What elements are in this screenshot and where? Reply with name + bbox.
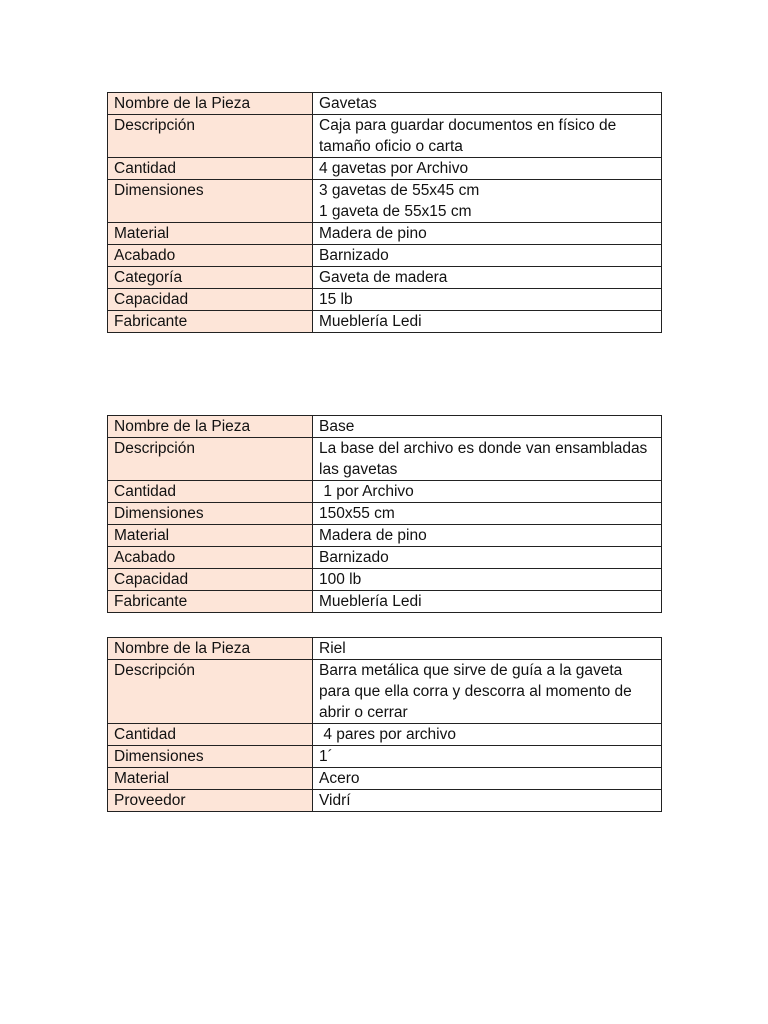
row-value: 4 gavetas por Archivo bbox=[313, 158, 662, 180]
row-label: Fabricante bbox=[108, 591, 313, 613]
row-value: Vidrí bbox=[313, 790, 662, 812]
row-value: Riel bbox=[313, 638, 662, 660]
row-value: Gavetas bbox=[313, 93, 662, 115]
table-row bbox=[108, 768, 662, 790]
table-row bbox=[108, 289, 662, 311]
table-row bbox=[108, 547, 662, 569]
row-label: Capacidad bbox=[108, 569, 313, 591]
row-value: Barnizado bbox=[313, 245, 662, 267]
row-label: Proveedor bbox=[108, 790, 313, 812]
row-label: Descripción bbox=[108, 660, 313, 724]
spec-table-base bbox=[107, 415, 662, 613]
table-row bbox=[108, 93, 662, 115]
spec-table-gavetas bbox=[107, 92, 662, 333]
table-row bbox=[108, 503, 662, 525]
row-label: Capacidad bbox=[108, 289, 313, 311]
row-value: 1´ bbox=[313, 746, 662, 768]
table-row bbox=[108, 115, 662, 158]
table-row bbox=[108, 591, 662, 613]
row-label: Nombre de la Pieza bbox=[108, 416, 313, 438]
table-row bbox=[108, 245, 662, 267]
table-row bbox=[108, 223, 662, 245]
row-label: Material bbox=[108, 525, 313, 547]
table-row bbox=[108, 158, 662, 180]
table-row bbox=[108, 746, 662, 768]
row-value: Base bbox=[313, 416, 662, 438]
row-label: Fabricante bbox=[108, 311, 313, 333]
row-value: 3 gavetas de 55x45 cm 1 gaveta de 55x15 cm bbox=[313, 180, 662, 223]
table-row bbox=[108, 438, 662, 481]
row-label: Acabado bbox=[108, 245, 313, 267]
row-label: Nombre de la Pieza bbox=[108, 638, 313, 660]
row-value: Barnizado bbox=[313, 547, 662, 569]
row-value: La base del archivo es donde van ensambladas las gavetas bbox=[313, 438, 662, 481]
table-row bbox=[108, 416, 662, 438]
table-row bbox=[108, 180, 662, 223]
table-row bbox=[108, 481, 662, 503]
table-row bbox=[108, 660, 662, 724]
table-row bbox=[108, 267, 662, 289]
row-label: Nombre de la Pieza bbox=[108, 93, 313, 115]
row-value: Mueblería Ledi bbox=[313, 591, 662, 613]
table-row bbox=[108, 525, 662, 547]
row-value: 100 lb bbox=[313, 569, 662, 591]
table-row bbox=[108, 311, 662, 333]
row-label: Material bbox=[108, 768, 313, 790]
row-value: Mueblería Ledi bbox=[313, 311, 662, 333]
table-row bbox=[108, 569, 662, 591]
row-label: Dimensiones bbox=[108, 180, 313, 223]
table-row bbox=[108, 638, 662, 660]
row-value: 4 pares por archivo bbox=[313, 724, 662, 746]
row-label: Categoría bbox=[108, 267, 313, 289]
row-label: Cantidad bbox=[108, 158, 313, 180]
row-value: Gaveta de madera bbox=[313, 267, 662, 289]
row-label: Cantidad bbox=[108, 481, 313, 503]
row-value: 15 lb bbox=[313, 289, 662, 311]
row-value: Caja para guardar documentos en físico de tamaño oficio o carta bbox=[313, 115, 662, 158]
row-value: Acero bbox=[313, 768, 662, 790]
row-label: Dimensiones bbox=[108, 746, 313, 768]
row-label: Descripción bbox=[108, 115, 313, 158]
row-label: Acabado bbox=[108, 547, 313, 569]
row-value: 150x55 cm bbox=[313, 503, 662, 525]
row-label: Cantidad bbox=[108, 724, 313, 746]
row-value: Madera de pino bbox=[313, 223, 662, 245]
row-label: Descripción bbox=[108, 438, 313, 481]
row-label: Material bbox=[108, 223, 313, 245]
row-label: Dimensiones bbox=[108, 503, 313, 525]
table-row bbox=[108, 724, 662, 746]
table-row bbox=[108, 790, 662, 812]
spec-table-riel bbox=[107, 637, 662, 812]
row-value: Barra metálica que sirve de guía a la gaveta para que ella corra y descorra al momento de abrir o cerrar bbox=[313, 660, 662, 724]
row-value: Madera de pino bbox=[313, 525, 662, 547]
row-value: 1 por Archivo bbox=[313, 481, 662, 503]
